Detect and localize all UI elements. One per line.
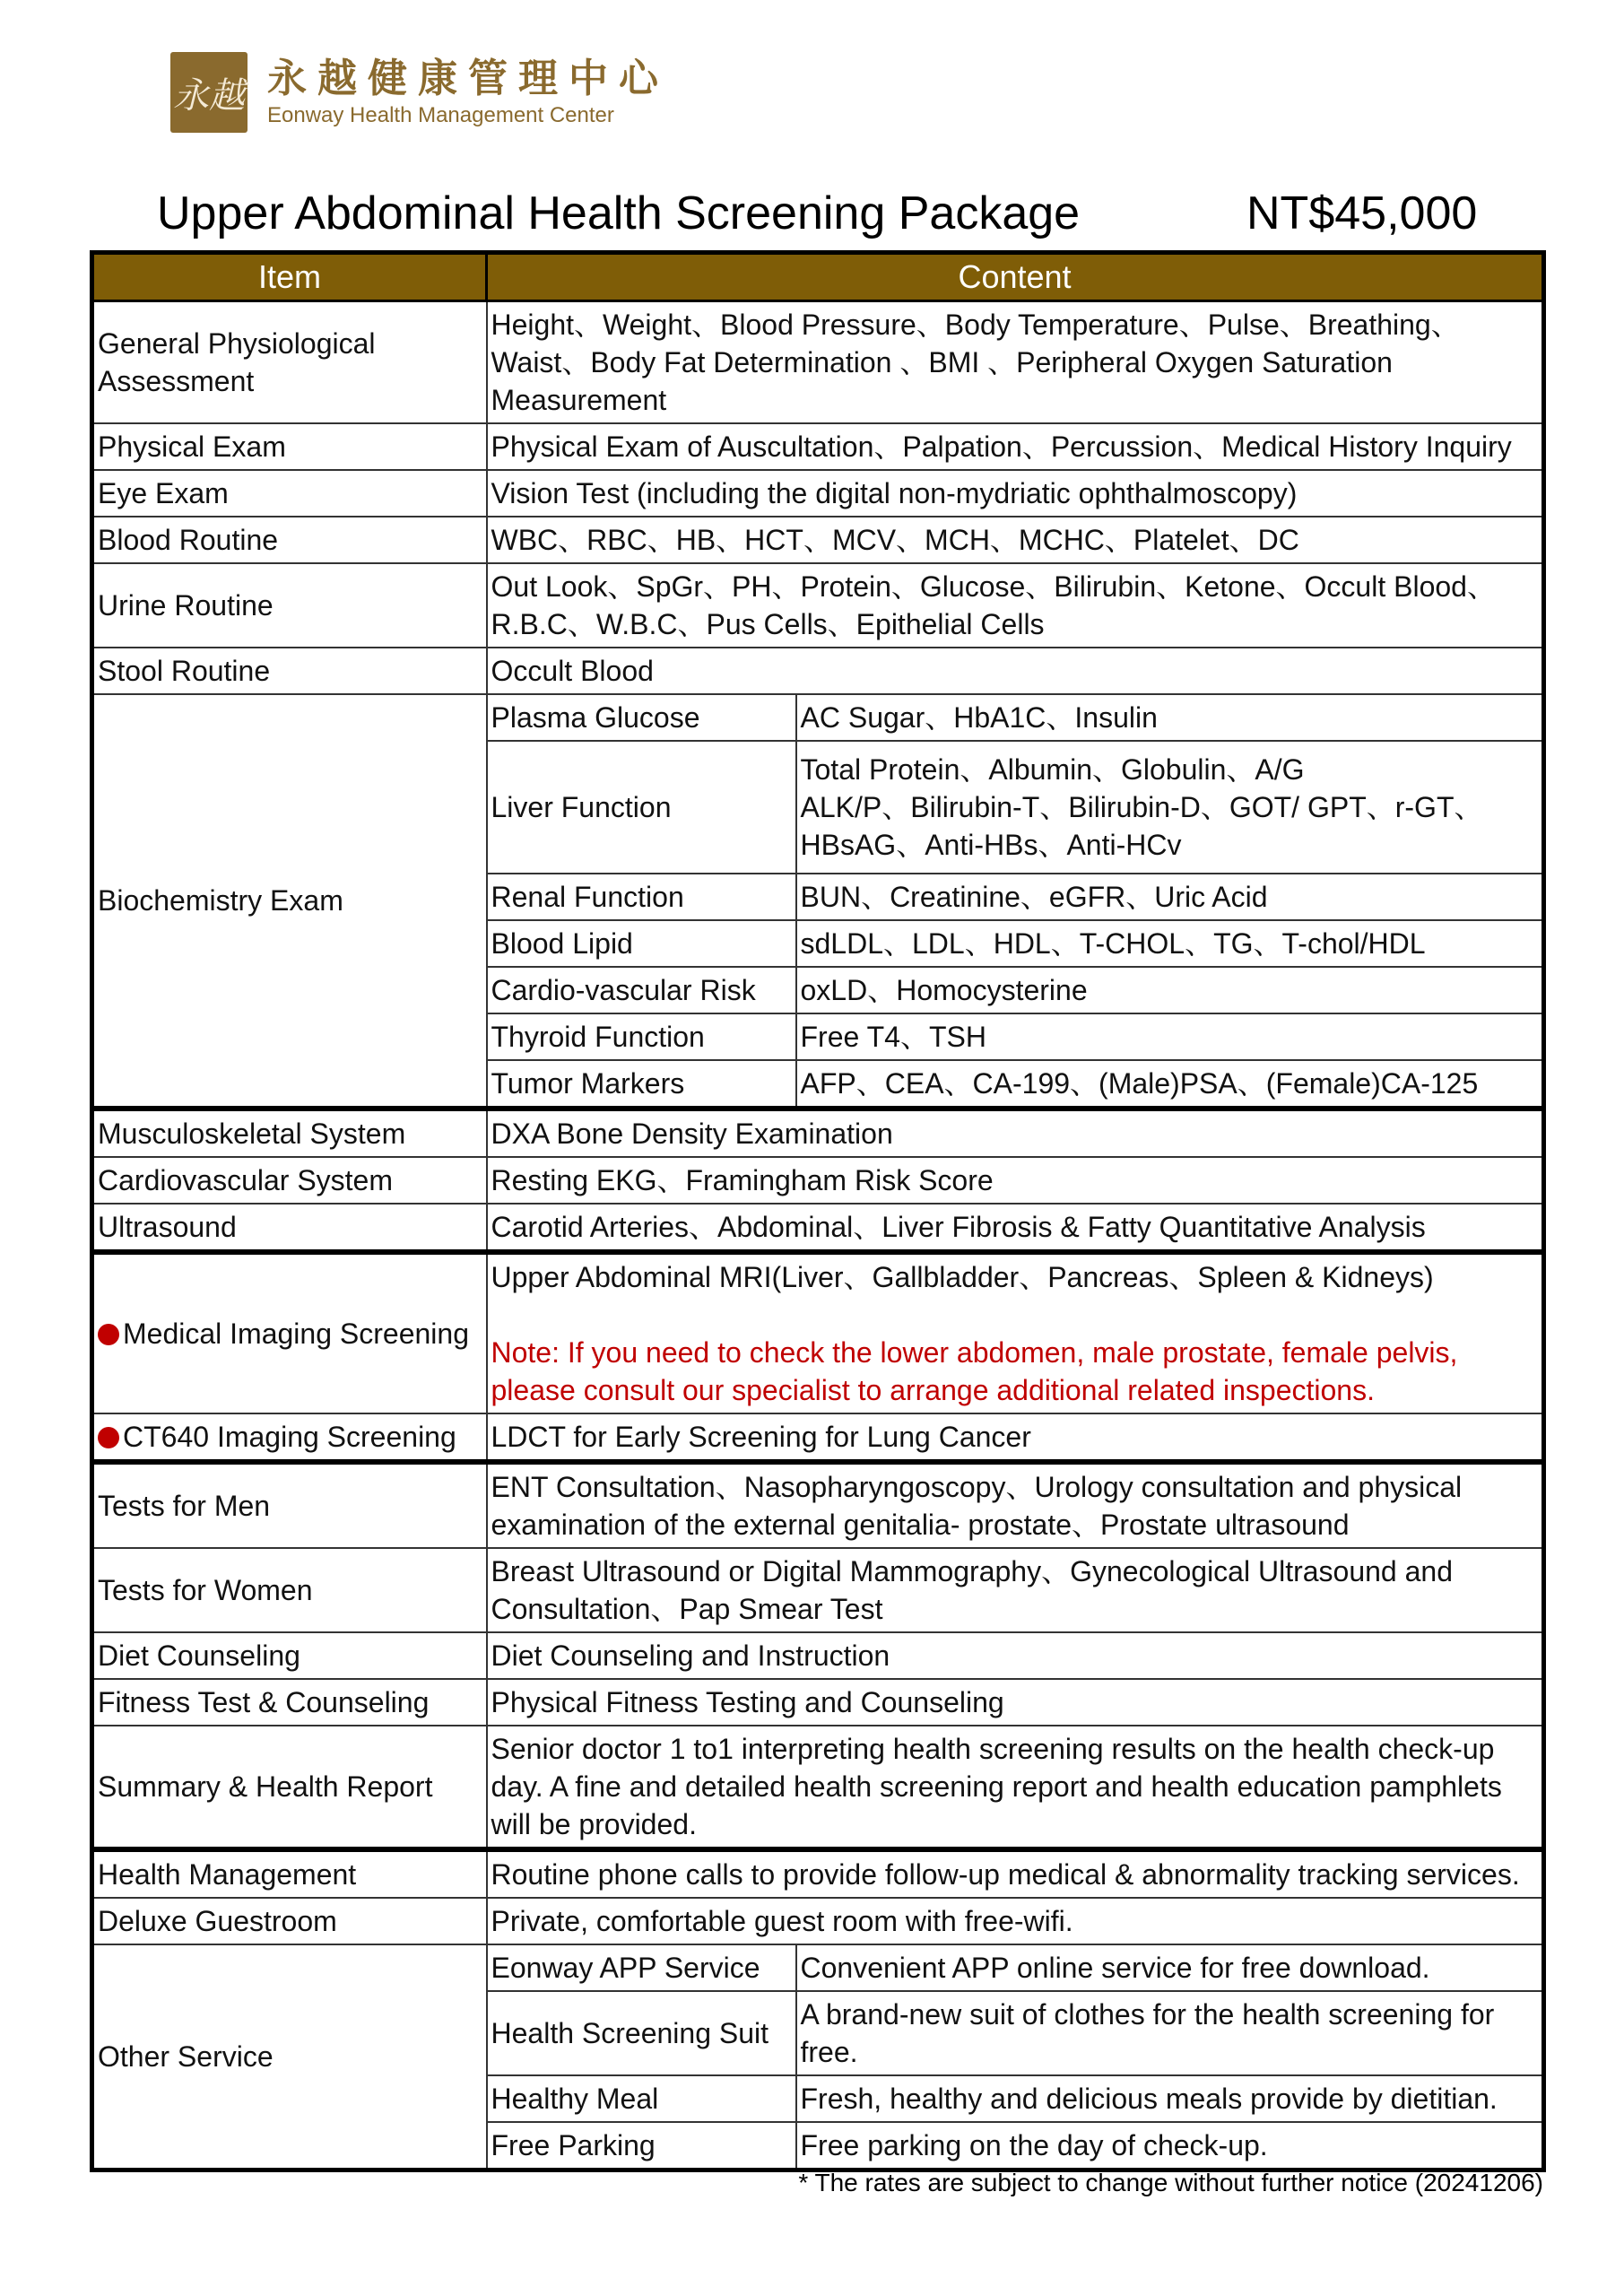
content-cell — [796, 741, 1544, 874]
item-cell: Eye Exam — [92, 470, 487, 517]
sub-item-cell: Health Screening Suit — [487, 1991, 796, 2075]
item-cell: Cardiovascular System — [92, 1157, 487, 1204]
content-cell: WBC、RBC、HB、HCT、MCV、MCH、MCHC、Platelet、DC — [487, 517, 1544, 563]
item-cell: Physical Exam — [92, 423, 487, 470]
content-line: Total Protein、Albumin、Globulin、A/G — [800, 753, 1305, 786]
content-cell — [487, 1252, 1544, 1413]
sub-item-cell: Eonway APP Service — [487, 1944, 796, 1991]
item-cell: Ultrasound — [92, 1204, 487, 1252]
content-cell: Fresh, healthy and delicious meals provide by dietitian. — [796, 2075, 1544, 2122]
table-row — [92, 648, 1544, 694]
brand-logo — [170, 52, 669, 133]
item-cell: Stool Routine — [92, 648, 487, 694]
table-row — [92, 1679, 1544, 1726]
sub-item-cell: Thyroid Function — [487, 1013, 796, 1060]
sub-item-cell: Blood Lipid — [487, 920, 796, 967]
content-cell: Height、Weight、Blood Pressure、Body Temperature、Pulse、Breathing、Waist、Body Fat Determination 、BMI 、Peripheral Oxygen Saturation Measurement — [487, 301, 1544, 424]
brand-name-chinese: 永越健康管理中心 — [267, 56, 669, 101]
table-row — [92, 301, 1544, 424]
content-cell: LDCT for Early Screening for Lung Cancer — [487, 1413, 1544, 1462]
table-row — [92, 1944, 1544, 1991]
brand-name-english: Eonway Health Management Center — [267, 103, 614, 127]
content-cell: BUN、Creatinine、eGFR、Uric Acid — [796, 874, 1544, 920]
content-cell: ENT Consultation、Nasopharyngoscopy、Urology consultation and physical examination of the external genitalia- prostate、Prostate ultrasound — [487, 1462, 1544, 1548]
table-header-row — [92, 253, 1544, 301]
item-label: Medical Imaging Screening — [123, 1318, 469, 1350]
item-cell: Deluxe Guestroom — [92, 1898, 487, 1944]
table-row — [92, 423, 1544, 470]
content-cell: DXA Bone Density Examination — [487, 1109, 1544, 1157]
sub-item-cell: Cardio-vascular Risk — [487, 967, 796, 1013]
content-cell: Occult Blood — [487, 648, 1544, 694]
table-row — [92, 1204, 1544, 1252]
table-row — [92, 517, 1544, 563]
table-row — [92, 1462, 1544, 1548]
table-row — [92, 1898, 1544, 1944]
content-cell: Diet Counseling and Instruction — [487, 1632, 1544, 1679]
content-cell: sdLDL、LDL、HDL、T-CHOL、TG、T-chol/HDL — [796, 920, 1544, 967]
content-cell: Carotid Arteries、Abdominal、Liver Fibrosis & Fatty Quantitative Analysis — [487, 1204, 1544, 1252]
item-cell: General Physiological Assessment — [92, 301, 487, 424]
item-cell: Urine Routine — [92, 563, 487, 648]
sub-item-cell: Plasma Glucose — [487, 694, 796, 741]
package-price: NT$45,000 — [1246, 187, 1478, 239]
content-cell: Private, comfortable guest room with free-wifi. — [487, 1898, 1544, 1944]
content-cell: Out Look、SpGr、PH、Protein、Glucose、Bilirubin、Ketone、Occult Blood、R.B.C、W.B.C、Pus Cells、Epithelial Cells — [487, 563, 1544, 648]
table-row — [92, 470, 1544, 517]
table-row — [92, 1849, 1544, 1898]
table-row — [92, 1109, 1544, 1157]
item-cell: Health Management — [92, 1849, 487, 1898]
table-row — [92, 694, 1544, 741]
imaging-note: Note: If you need to check the lower abdomen, male prostate, female pelvis, please consult our specialist to arrange additional related inspections. — [491, 1336, 1458, 1406]
item-cell — [92, 1252, 487, 1413]
content-cell: AC Sugar、HbA1C、Insulin — [796, 694, 1544, 741]
highlight-dot-icon — [98, 1324, 119, 1345]
logo-mark-icon: 永越 — [170, 52, 248, 133]
package-table-container — [90, 250, 1546, 2172]
page-title: Upper Abdominal Health Screening Package — [157, 187, 1081, 239]
highlight-dot-icon — [98, 1427, 119, 1448]
content-cell: Routine phone calls to provide follow-up medical & abnormality tracking services. — [487, 1849, 1544, 1898]
item-cell: Blood Routine — [92, 517, 487, 563]
item-cell: Other Service — [92, 1944, 487, 2170]
column-header-item: Item — [92, 253, 487, 301]
content-line: ALK/P、Bilirubin-T、Bilirubin-D、GOT/ GPT、r-GT、HBsAG、Anti-HBs、Anti-HCv — [800, 791, 1483, 861]
sub-item-cell: Free Parking — [487, 2122, 796, 2170]
item-label: CT640 Imaging Screening — [123, 1421, 456, 1453]
content-cell: Vision Test (including the digital non-mydriatic ophthalmoscopy) — [487, 470, 1544, 517]
table-row — [92, 1548, 1544, 1632]
package-table — [90, 250, 1546, 2172]
content-cell: oxLD、Homocysterine — [796, 967, 1544, 1013]
table-row — [92, 1413, 1544, 1462]
table-row — [92, 1726, 1544, 1849]
table-row — [92, 1157, 1544, 1204]
content-cell: Free T4、TSH — [796, 1013, 1544, 1060]
item-cell: Summary & Health Report — [92, 1726, 487, 1849]
sub-item-cell: Healthy Meal — [487, 2075, 796, 2122]
content-cell: Convenient APP online service for free download. — [796, 1944, 1544, 1991]
item-cell: Tests for Men — [92, 1462, 487, 1548]
item-cell: Fitness Test & Counseling — [92, 1679, 487, 1726]
table-row — [92, 1632, 1544, 1679]
item-cell: Biochemistry Exam — [92, 694, 487, 1109]
item-cell: Diet Counseling — [92, 1632, 487, 1679]
content-cell: Breast Ultrasound or Digital Mammography、Gynecological Ultrasound and Consultation、Pap Smear Test — [487, 1548, 1544, 1632]
content-cell: Physical Exam of Auscultation、Palpation、Percussion、Medical History Inquiry — [487, 423, 1544, 470]
content-line: Upper Abdominal MRI(Liver、Gallbladder、Pancreas、Spleen & Kidneys) — [491, 1261, 1434, 1293]
content-cell: Free parking on the day of check-up. — [796, 2122, 1544, 2170]
content-cell: A brand-new suit of clothes for the health screening for free. — [796, 1991, 1544, 2075]
content-cell: Physical Fitness Testing and Counseling — [487, 1679, 1544, 1726]
content-cell: Resting EKG、Framingham Risk Score — [487, 1157, 1544, 1204]
item-cell — [92, 1413, 487, 1462]
footnote: * The rates are subject to change without further notice (20241206) — [798, 2169, 1543, 2196]
sub-item-cell: Tumor Markers — [487, 1060, 796, 1109]
sub-item-cell: Liver Function — [487, 741, 796, 874]
sub-item-cell: Renal Function — [487, 874, 796, 920]
column-header-content: Content — [487, 253, 1544, 301]
table-row — [92, 563, 1544, 648]
table-row — [92, 1252, 1544, 1413]
content-cell: AFP、CEA、CA-199、(Male)PSA、(Female)CA-125 — [796, 1060, 1544, 1109]
item-cell: Musculoskeletal System — [92, 1109, 487, 1157]
content-cell: Senior doctor 1 to1 interpreting health screening results on the health check-up day. A fine and detailed health screening report and health education pamphlets will be provided. — [487, 1726, 1544, 1849]
item-cell: Tests for Women — [92, 1548, 487, 1632]
